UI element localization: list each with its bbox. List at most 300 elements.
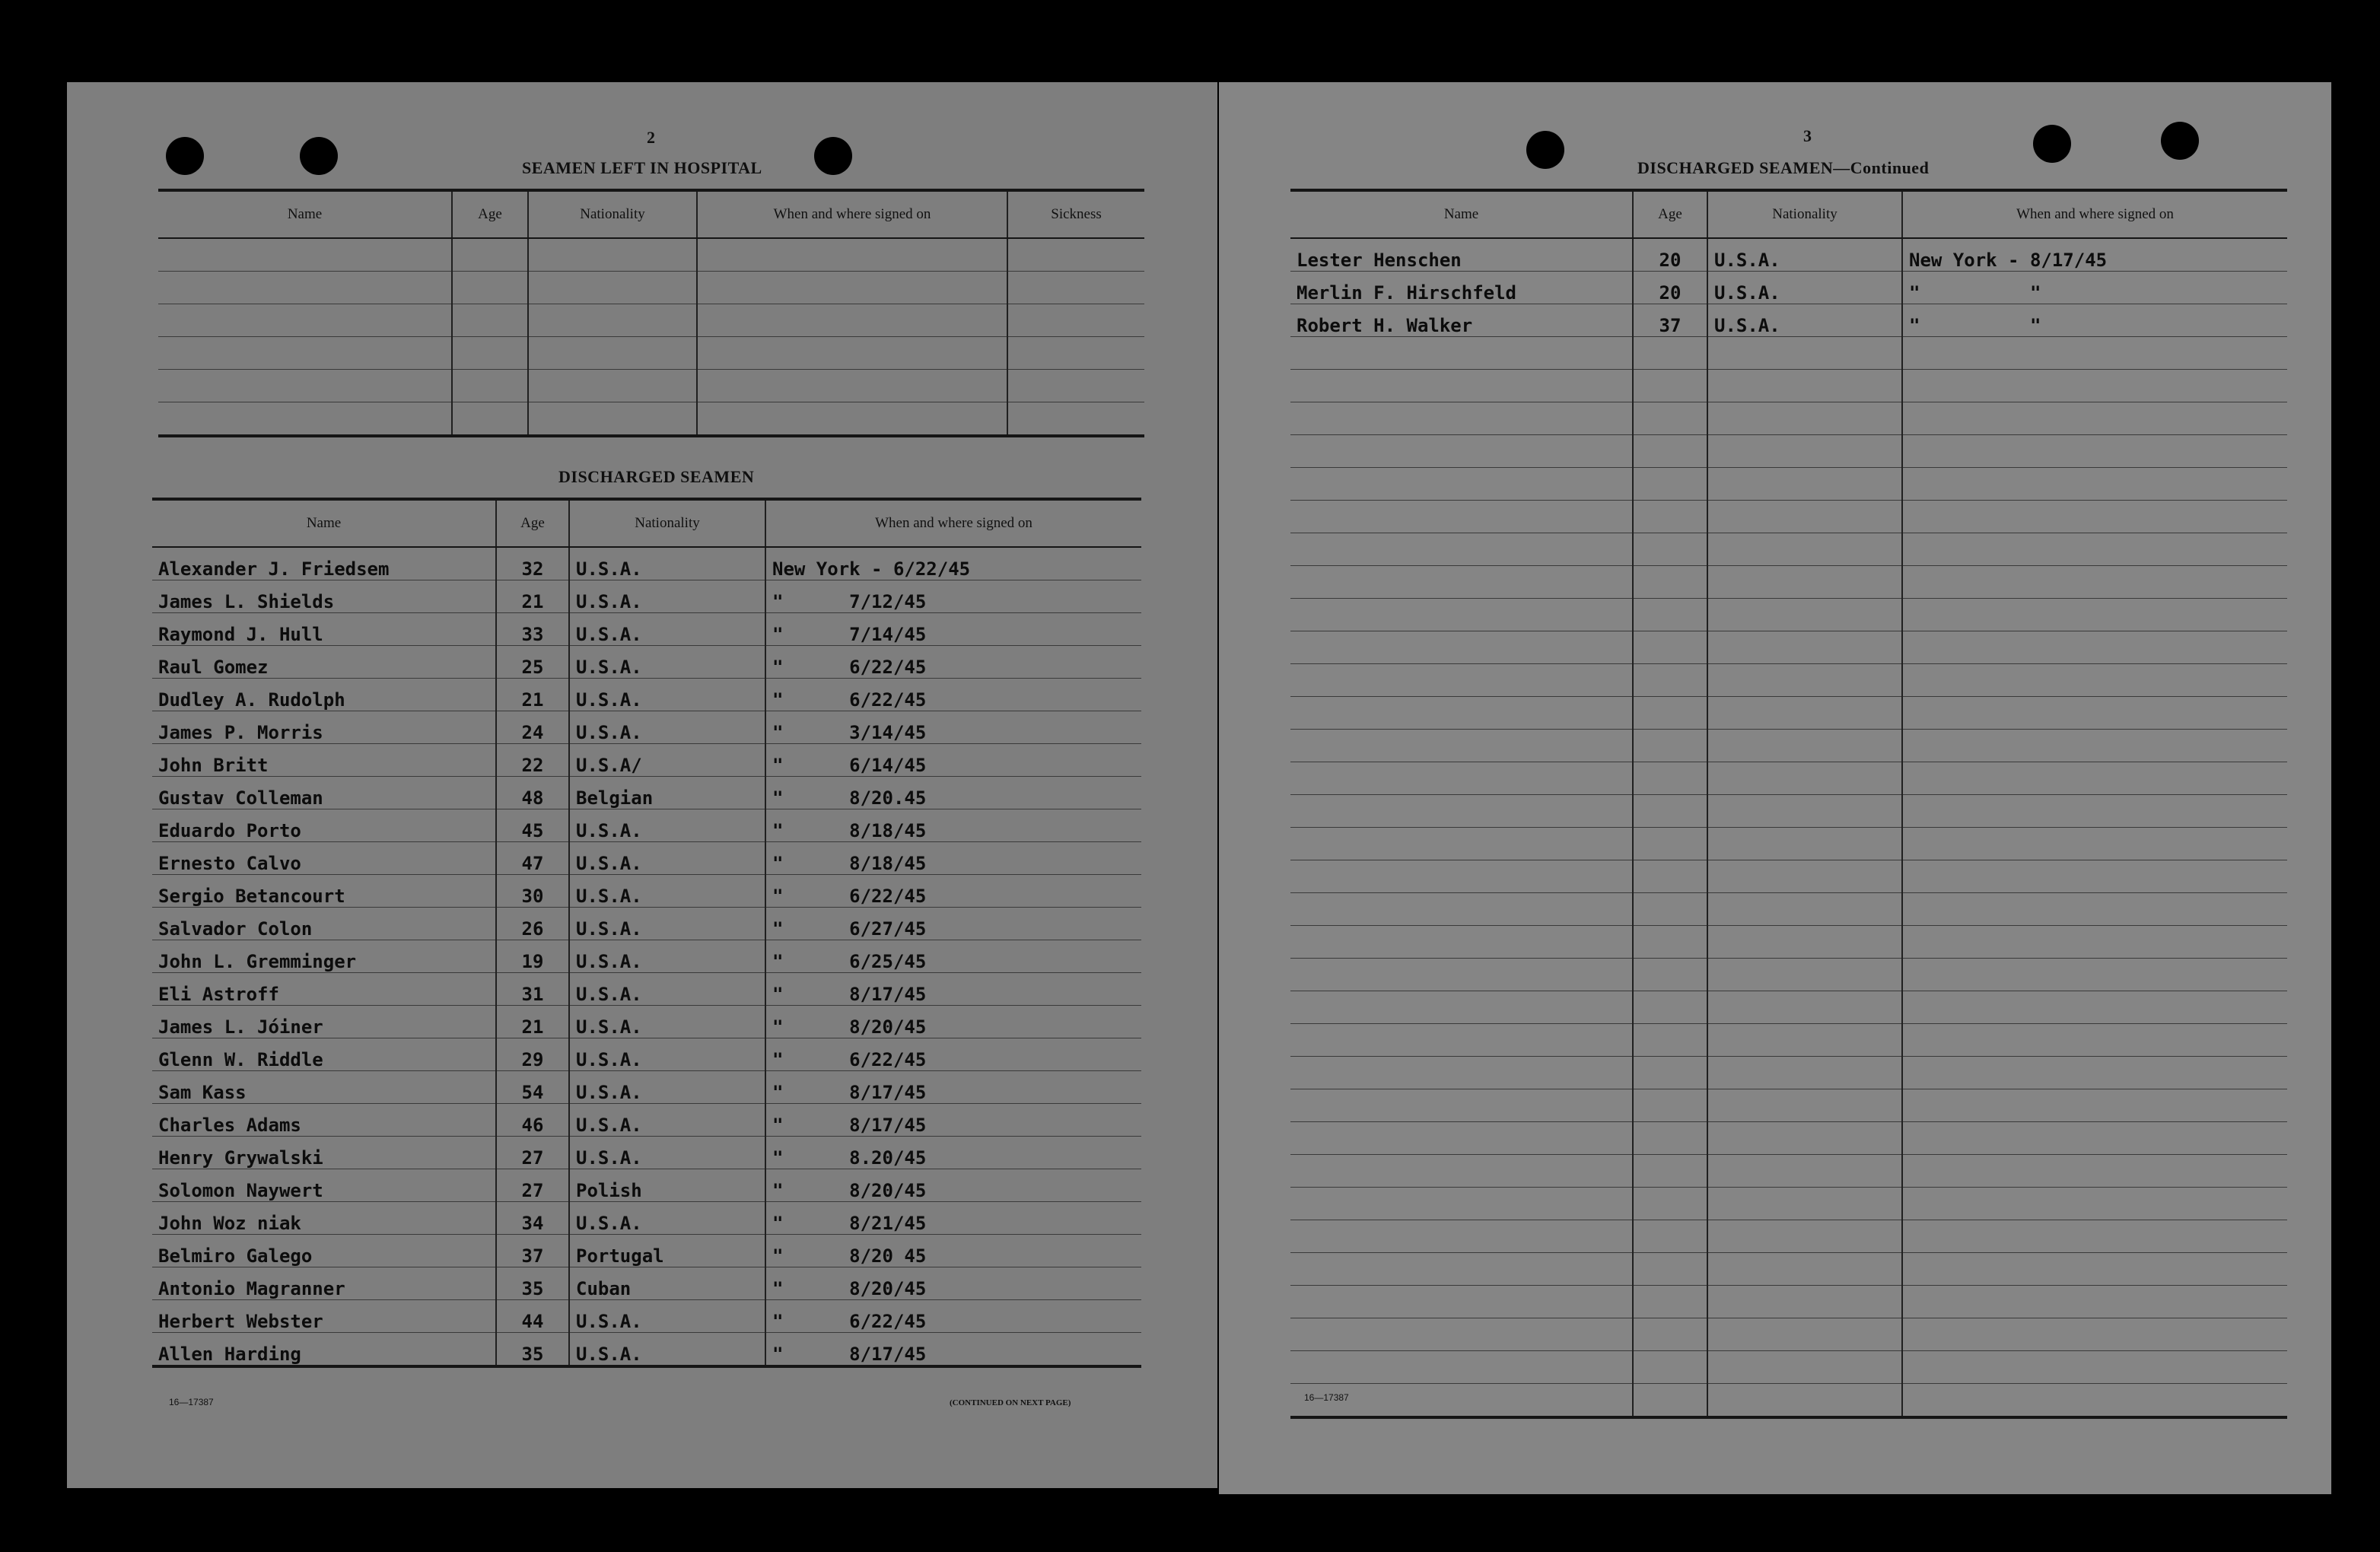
empty-cell [1290, 533, 1633, 566]
table-row [1290, 1351, 2287, 1384]
seaman-name: Lester Henschen [1290, 238, 1633, 272]
table-row [1290, 238, 2287, 272]
empty-cell [1902, 533, 2287, 566]
empty-cell [1707, 730, 1902, 762]
table-row [1290, 762, 2287, 795]
seaman-name: Henry Grywalski [152, 1137, 496, 1169]
seaman-nationality: U.S.A. [569, 613, 765, 646]
seaman-age: 32 [496, 547, 569, 580]
empty-cell [1633, 1057, 1707, 1089]
seaman-signed-on: " 8/20.45 [765, 777, 1141, 809]
empty-cell [1902, 1318, 2287, 1351]
table-row [1290, 730, 2287, 762]
empty-cell [1290, 860, 1633, 893]
empty-cell [1633, 599, 1707, 631]
table-row [152, 1006, 1141, 1038]
table-row [152, 646, 1141, 679]
table-row [1290, 337, 2287, 370]
seaman-age: 20 [1633, 238, 1707, 272]
seaman-age: 30 [496, 875, 569, 908]
table-row [1290, 1155, 2287, 1188]
column-header-nationality: Nationality [528, 190, 697, 238]
table-row [152, 711, 1141, 744]
continued-note: (CONTINUED ON NEXT PAGE) [950, 1398, 1071, 1407]
empty-cell [1902, 991, 2287, 1024]
table-row [1290, 1089, 2287, 1122]
empty-cell [1707, 697, 1902, 730]
empty-cell [1633, 991, 1707, 1024]
seaman-age: 24 [496, 711, 569, 744]
table-row [1290, 991, 2287, 1024]
empty-cell [1707, 337, 1902, 370]
empty-cell [1290, 1188, 1633, 1220]
seaman-signed-on: " 8/20/45 [765, 1006, 1141, 1038]
empty-cell [1902, 435, 2287, 468]
seaman-name: James L. Shields [152, 580, 496, 613]
table-row [152, 973, 1141, 1006]
empty-cell [1633, 402, 1707, 435]
empty-cell [1633, 468, 1707, 501]
empty-cell [1707, 1253, 1902, 1286]
empty-cell [1707, 1057, 1902, 1089]
seaman-name: Herbert Webster [152, 1300, 496, 1333]
empty-cell [1902, 566, 2287, 599]
column-header-signed-on: When and where signed on [697, 190, 1007, 238]
page-number: 3 [1803, 126, 1812, 145]
empty-cell [1902, 664, 2287, 697]
seaman-nationality: U.S.A. [569, 1300, 765, 1333]
seaman-name: Antonio Magranner [152, 1267, 496, 1300]
empty-cell [1902, 631, 2287, 664]
seaman-age: 27 [496, 1137, 569, 1169]
empty-cell [1290, 435, 1633, 468]
empty-cell [1633, 795, 1707, 828]
column-header-signed-on: When and where signed on [765, 499, 1141, 547]
empty-cell [1290, 1286, 1633, 1318]
column-header-signed-on: When and where signed on [1902, 190, 2287, 238]
empty-cell [1707, 860, 1902, 893]
table-row [1290, 1253, 2287, 1286]
empty-cell [1290, 730, 1633, 762]
seaman-name: Charles Adams [152, 1104, 496, 1137]
column-header-nationality: Nationality [1707, 190, 1902, 238]
empty-cell [1707, 664, 1902, 697]
table-row [152, 1071, 1141, 1104]
empty-cell [1633, 730, 1707, 762]
empty-cell [1290, 402, 1633, 435]
form-number: 16—17387 [169, 1397, 214, 1407]
table-row [1290, 402, 2287, 435]
discharged-continued-title [1637, 158, 1929, 178]
table-row [152, 908, 1141, 940]
hospital-table [158, 189, 1144, 437]
table-row [1290, 1220, 2287, 1253]
right-page [1219, 82, 2331, 1494]
table-row [1290, 435, 2287, 468]
empty-cell [1902, 795, 2287, 828]
empty-cell [1290, 959, 1633, 991]
seaman-age: 44 [496, 1300, 569, 1333]
seaman-signed-on: " 8/17/45 [765, 1071, 1141, 1104]
empty-cell [1633, 762, 1707, 795]
seaman-age: 33 [496, 613, 569, 646]
seaman-nationality: U.S.A. [569, 1038, 765, 1071]
table-row [1290, 272, 2287, 304]
seaman-signed-on: " 8/20/45 [765, 1169, 1141, 1202]
seaman-nationality: U.S.A. [569, 940, 765, 973]
table-row [1290, 893, 2287, 926]
table-row [158, 238, 1144, 272]
seaman-name: Sam Kass [152, 1071, 496, 1104]
empty-cell [1290, 1351, 1633, 1384]
seaman-nationality: U.S.A. [1707, 304, 1902, 337]
empty-cell [1707, 631, 1902, 664]
empty-cell [1633, 566, 1707, 599]
seaman-nationality: U.S.A. [569, 908, 765, 940]
empty-cell [1633, 697, 1707, 730]
seaman-signed-on: " 3/14/45 [765, 711, 1141, 744]
seaman-signed-on: " 6/22/45 [765, 646, 1141, 679]
empty-cell [1633, 664, 1707, 697]
table-row [1290, 304, 2287, 337]
empty-cell [1707, 468, 1902, 501]
seaman-nationality: U.S.A. [569, 646, 765, 679]
punch-hole [2161, 122, 2199, 160]
empty-cell [1707, 1155, 1902, 1188]
table-row [152, 679, 1141, 711]
seaman-nationality: Cuban [569, 1267, 765, 1300]
empty-cell [1633, 1318, 1707, 1351]
empty-cell [1633, 1188, 1707, 1220]
seaman-nationality: U.S.A. [569, 973, 765, 1006]
column-header-name: Name [1290, 190, 1633, 238]
table-row [1290, 533, 2287, 566]
seaman-name: James L. Jóiner [152, 1006, 496, 1038]
table-row [152, 842, 1141, 875]
empty-cell [1633, 1384, 1707, 1418]
empty-cell [1902, 893, 2287, 926]
seaman-signed-on: " " [1902, 304, 2287, 337]
table-row [1290, 959, 2287, 991]
seaman-age: 22 [496, 744, 569, 777]
punch-hole [166, 137, 204, 175]
empty-cell [1633, 631, 1707, 664]
empty-cell [1290, 468, 1633, 501]
empty-cell [1633, 1253, 1707, 1286]
column-header-nationality: Nationality [569, 499, 765, 547]
seaman-name: Salvador Colon [152, 908, 496, 940]
empty-cell [1707, 795, 1902, 828]
seaman-name: John Britt [152, 744, 496, 777]
empty-cell [1707, 501, 1902, 533]
table-row [1290, 860, 2287, 893]
seaman-nationality: U.S.A. [569, 547, 765, 580]
table-row [1290, 697, 2287, 730]
empty-cell [1902, 926, 2287, 959]
seaman-nationality: U.S.A. [569, 809, 765, 842]
table-row [152, 1104, 1141, 1137]
empty-cell [1290, 762, 1633, 795]
seaman-nationality: U.S.A. [569, 1104, 765, 1137]
empty-cell [1290, 566, 1633, 599]
empty-cell [1902, 1286, 2287, 1318]
table-row [1290, 599, 2287, 631]
seaman-age: 45 [496, 809, 569, 842]
empty-cell [1902, 1384, 2287, 1418]
empty-cell [1290, 991, 1633, 1024]
empty-cell [1290, 631, 1633, 664]
table-row [158, 272, 1144, 304]
table-row [152, 1137, 1141, 1169]
empty-cell [1633, 860, 1707, 893]
seaman-signed-on: " " [1902, 272, 2287, 304]
table-row [152, 1202, 1141, 1235]
empty-cell [1633, 1286, 1707, 1318]
table-row [1290, 1122, 2287, 1155]
empty-cell [1633, 435, 1707, 468]
empty-cell [1707, 991, 1902, 1024]
empty-cell [1633, 533, 1707, 566]
table-row [1290, 370, 2287, 402]
empty-cell [1707, 1286, 1902, 1318]
column-header-age: Age [1633, 190, 1707, 238]
table-row [152, 1267, 1141, 1300]
empty-cell [1902, 1024, 2287, 1057]
empty-cell [1633, 828, 1707, 860]
empty-cell [1902, 1351, 2287, 1384]
empty-cell [1902, 697, 2287, 730]
table-row [152, 875, 1141, 908]
empty-cell [1707, 1089, 1902, 1122]
empty-cell [1633, 1220, 1707, 1253]
empty-cell [1707, 762, 1902, 795]
seaman-nationality: U.S.A. [569, 1006, 765, 1038]
table-row [158, 337, 1144, 370]
seaman-name: Raymond J. Hull [152, 613, 496, 646]
seaman-signed-on: " 8.20/45 [765, 1137, 1141, 1169]
empty-cell [1707, 1122, 1902, 1155]
seaman-signed-on: " 6/22/45 [765, 875, 1141, 908]
seaman-signed-on: " 7/12/45 [765, 580, 1141, 613]
empty-cell [1290, 1024, 1633, 1057]
seaman-nationality: U.S.A. [569, 1071, 765, 1104]
empty-cell [1290, 795, 1633, 828]
empty-cell [1707, 402, 1902, 435]
empty-cell [1902, 1253, 2287, 1286]
empty-cell [1707, 533, 1902, 566]
empty-cell [1290, 1253, 1633, 1286]
seaman-name: Dudley A. Rudolph [152, 679, 496, 711]
form-number: 16—17387 [1304, 1392, 1349, 1403]
table-row [158, 370, 1144, 402]
seaman-signed-on: New York - 8/17/45 [1902, 238, 2287, 272]
table-row [152, 613, 1141, 646]
seaman-nationality: U.S.A. [569, 679, 765, 711]
empty-cell [1902, 762, 2287, 795]
table-row [1290, 795, 2287, 828]
table-row [1290, 631, 2287, 664]
left-page [67, 82, 1217, 1488]
seaman-nationality: U.S.A. [569, 842, 765, 875]
seaman-age: 29 [496, 1038, 569, 1071]
empty-cell [1902, 1057, 2287, 1089]
seaman-name: Sergio Betancourt [152, 875, 496, 908]
table-row [1290, 1384, 2287, 1418]
seaman-nationality: Belgian [569, 777, 765, 809]
empty-cell [1707, 599, 1902, 631]
seaman-age: 48 [496, 777, 569, 809]
empty-cell [1902, 337, 2287, 370]
seaman-name: Merlin F. Hirschfeld [1290, 272, 1633, 304]
seaman-age: 37 [496, 1235, 569, 1267]
empty-cell [1707, 1384, 1902, 1418]
empty-cell [1902, 1122, 2287, 1155]
empty-cell [1902, 370, 2287, 402]
seaman-signed-on: " 6/22/45 [765, 1300, 1141, 1333]
punch-hole [1526, 131, 1564, 169]
seaman-name: Glenn W. Riddle [152, 1038, 496, 1071]
empty-cell [1902, 402, 2287, 435]
title-text: DISCHARGED SEAMEN [1637, 158, 1834, 177]
empty-cell [1290, 893, 1633, 926]
empty-cell [1633, 1155, 1707, 1188]
seaman-signed-on: " 8/18/45 [765, 842, 1141, 875]
empty-cell [1290, 370, 1633, 402]
table-row [1290, 926, 2287, 959]
empty-cell [1290, 1057, 1633, 1089]
empty-cell [1290, 1089, 1633, 1122]
seaman-nationality: U.S.A. [569, 1333, 765, 1367]
discharged-continued-table [1290, 189, 2287, 1419]
empty-cell [1707, 1318, 1902, 1351]
seaman-age: 25 [496, 646, 569, 679]
empty-cell [1290, 599, 1633, 631]
discharged-table [152, 498, 1141, 1368]
seaman-nationality: U.S.A. [1707, 272, 1902, 304]
seaman-age: 34 [496, 1202, 569, 1235]
empty-cell [1707, 828, 1902, 860]
empty-cell [1633, 1089, 1707, 1122]
empty-cell [1290, 664, 1633, 697]
table-row [1290, 1188, 2287, 1220]
table-row [1290, 468, 2287, 501]
seaman-age: 27 [496, 1169, 569, 1202]
empty-cell [1902, 730, 2287, 762]
seaman-age: 21 [496, 1006, 569, 1038]
seaman-nationality: U.S.A. [569, 1202, 765, 1235]
seaman-name: Allen Harding [152, 1333, 496, 1367]
seaman-age: 35 [496, 1333, 569, 1367]
empty-cell [1633, 337, 1707, 370]
table-row [152, 940, 1141, 973]
seaman-nationality: U.S.A. [569, 711, 765, 744]
empty-cell [1707, 959, 1902, 991]
column-header-age: Age [496, 499, 569, 547]
seaman-nationality: Polish [569, 1169, 765, 1202]
punch-hole [814, 137, 852, 175]
empty-cell [1290, 926, 1633, 959]
table-row [1290, 566, 2287, 599]
empty-cell [1290, 697, 1633, 730]
seaman-age: 37 [1633, 304, 1707, 337]
column-header-name: Name [152, 499, 496, 547]
table-row [158, 402, 1144, 437]
seaman-nationality: U.S.A. [1707, 238, 1902, 272]
empty-cell [1707, 926, 1902, 959]
seaman-nationality: U.S.A/ [569, 744, 765, 777]
seaman-signed-on: " 6/14/45 [765, 744, 1141, 777]
seaman-nationality: U.S.A. [569, 875, 765, 908]
punch-hole [2033, 125, 2071, 163]
table-row [1290, 1024, 2287, 1057]
seaman-name: John Woz niak [152, 1202, 496, 1235]
seaman-nationality: Portugal [569, 1235, 765, 1267]
table-row [152, 1038, 1141, 1071]
empty-cell [1707, 893, 1902, 926]
seaman-name: Solomon Naywert [152, 1169, 496, 1202]
empty-cell [1707, 435, 1902, 468]
seaman-age: 47 [496, 842, 569, 875]
seaman-signed-on: " 8/17/45 [765, 973, 1141, 1006]
seaman-name: John L. Gremminger [152, 940, 496, 973]
seaman-age: 31 [496, 973, 569, 1006]
empty-cell [1290, 337, 1633, 370]
seaman-signed-on: " 8/20/45 [765, 1267, 1141, 1300]
table-row [152, 1333, 1141, 1367]
empty-cell [1902, 1089, 2287, 1122]
seaman-name: Ernesto Calvo [152, 842, 496, 875]
empty-cell [1707, 1188, 1902, 1220]
table-row [1290, 664, 2287, 697]
seaman-name: Gustav Colleman [152, 777, 496, 809]
seaman-age: 21 [496, 679, 569, 711]
seaman-signed-on: New York - 6/22/45 [765, 547, 1141, 580]
seaman-signed-on: " 7/14/45 [765, 613, 1141, 646]
seaman-age: 35 [496, 1267, 569, 1300]
empty-cell [1290, 828, 1633, 860]
column-header-name: Name [158, 190, 452, 238]
seaman-signed-on: " 6/22/45 [765, 679, 1141, 711]
seaman-age: 20 [1633, 272, 1707, 304]
empty-cell [1902, 1188, 2287, 1220]
table-row [152, 777, 1141, 809]
seaman-age: 26 [496, 908, 569, 940]
seaman-name: Eli Astroff [152, 973, 496, 1006]
table-row [152, 1169, 1141, 1202]
empty-cell [1902, 860, 2287, 893]
empty-cell [1633, 959, 1707, 991]
empty-cell [1633, 893, 1707, 926]
table-row [152, 1300, 1141, 1333]
empty-cell [1633, 501, 1707, 533]
table-row [1290, 501, 2287, 533]
table-row [1290, 1286, 2287, 1318]
seaman-nationality: U.S.A. [569, 1137, 765, 1169]
empty-cell [1290, 1318, 1633, 1351]
seaman-nationality: U.S.A. [569, 580, 765, 613]
seaman-name: Belmiro Galego [152, 1235, 496, 1267]
empty-cell [1902, 1155, 2287, 1188]
empty-cell [1902, 1220, 2287, 1253]
empty-cell [1633, 1024, 1707, 1057]
empty-cell [1633, 1351, 1707, 1384]
table-row [1290, 1057, 2287, 1089]
empty-cell [1707, 1351, 1902, 1384]
empty-cell [1902, 501, 2287, 533]
empty-cell [1707, 566, 1902, 599]
page-number: 2 [647, 128, 655, 147]
seaman-signed-on: " 8/18/45 [765, 809, 1141, 842]
